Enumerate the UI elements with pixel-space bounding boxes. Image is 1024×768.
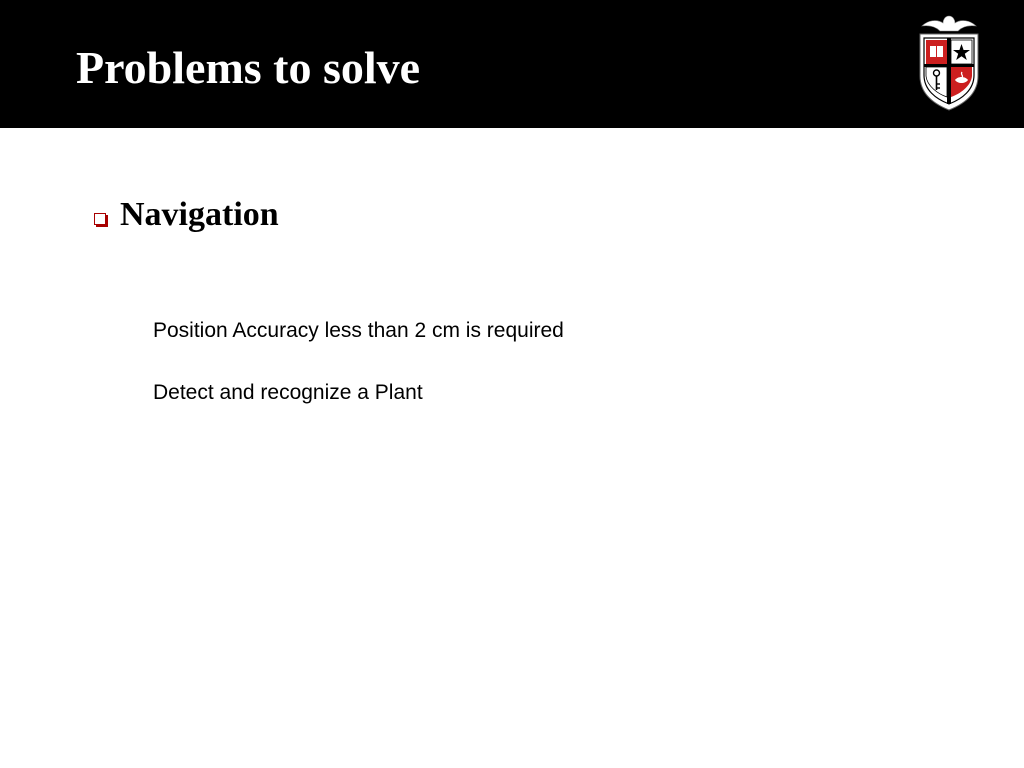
sub-item-detect-plant: Detect and recognize a Plant — [153, 381, 423, 404]
bullet-navigation — [94, 190, 279, 240]
sub-item-position-accuracy: Position Accuracy less than 2 cm is required — [153, 319, 564, 342]
bullet-label: Navigation — [120, 196, 279, 233]
slide-title: Problems to solve — [76, 42, 421, 93]
university-shield-logo — [912, 14, 986, 112]
slide-header — [0, 0, 1024, 128]
square-bullet-icon — [94, 213, 106, 225]
